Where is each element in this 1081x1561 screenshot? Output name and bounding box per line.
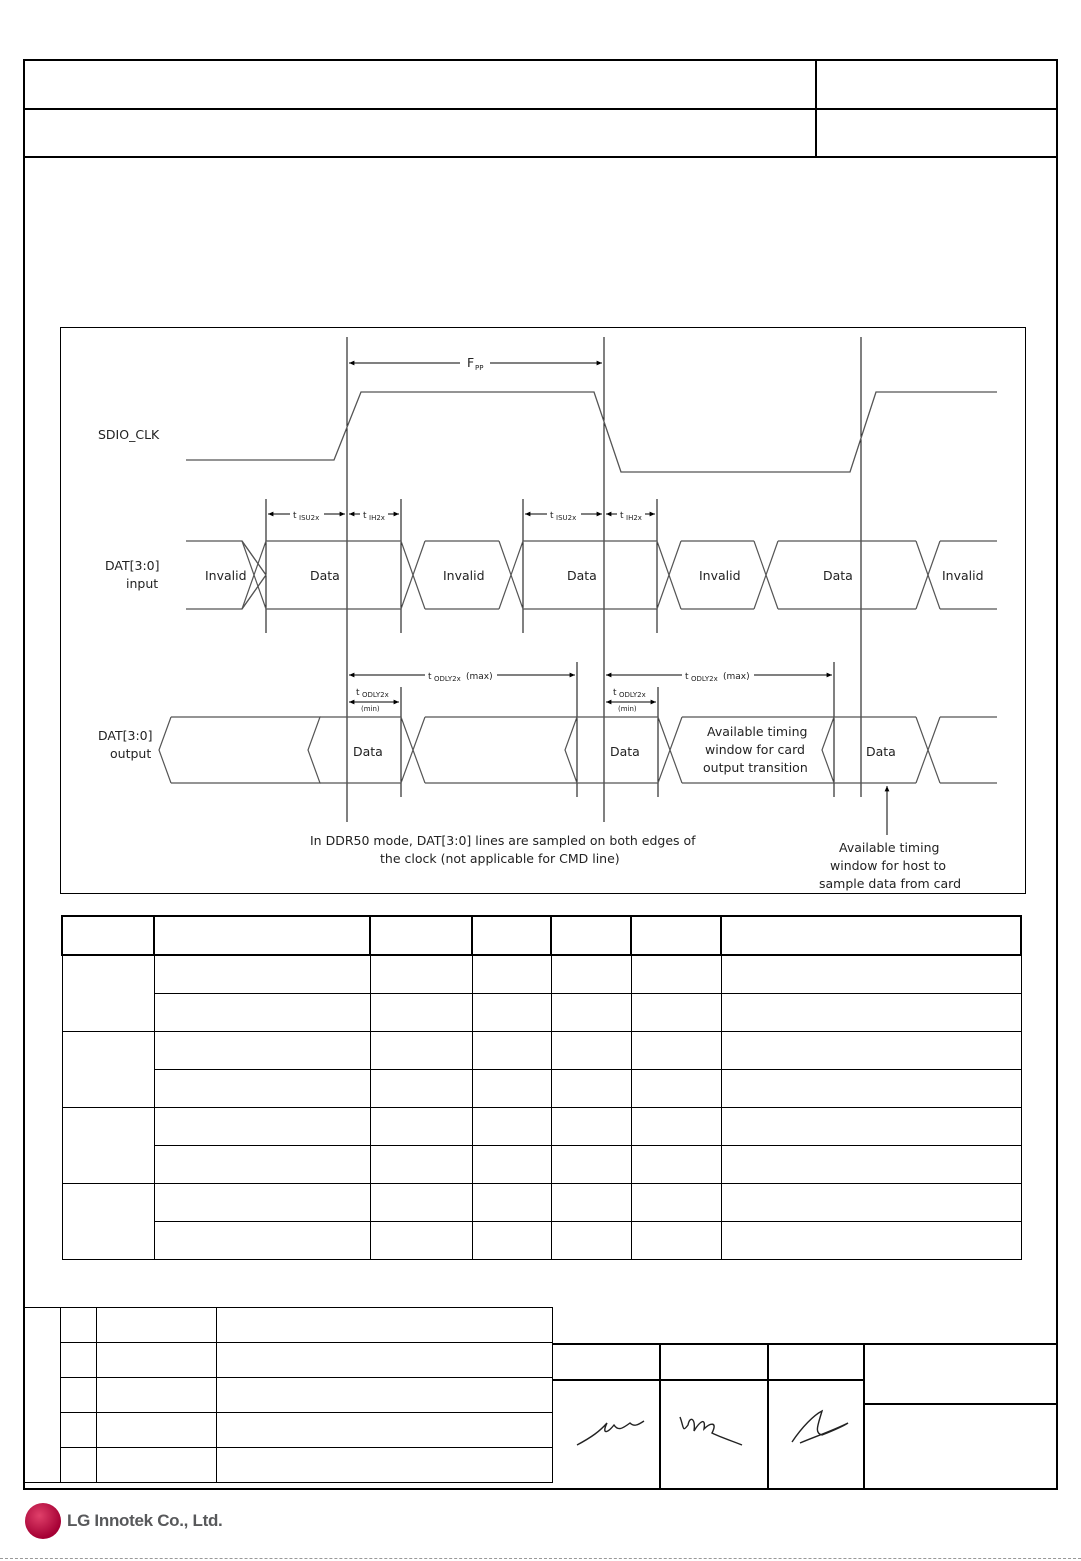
input-seg-2: Data [310, 568, 340, 583]
window-host-line1: Available timing [839, 840, 940, 855]
timing-diagram [60, 327, 1026, 894]
note-line-2: the clock (not applicable for CMD line) [380, 851, 620, 866]
table-row [62, 1032, 1021, 1070]
header-row-2 [23, 107, 1058, 158]
todly-min-label-1: t [356, 688, 360, 698]
todly-min-sub-1: ODLY2x [362, 691, 389, 699]
header-divider [815, 59, 817, 156]
page-edge-dashes [0, 1558, 1081, 1559]
tih-label-1: t [363, 511, 367, 521]
revision-table [23, 1307, 553, 1483]
todly-max-suffix-2: (max) [723, 672, 750, 682]
signature-2 [680, 1417, 742, 1445]
table-row [62, 1222, 1021, 1260]
input-seg-6: Data [823, 568, 853, 583]
input-seg-4: Data [567, 568, 597, 583]
todly-max-sub-1: ODLY2x [434, 675, 461, 683]
fpp-sub: PP [475, 364, 484, 372]
table-row [62, 916, 1021, 955]
note-line-1: In DDR50 mode, DAT[3:0] lines are sampled on both edges of [310, 833, 696, 848]
signature-1 [577, 1421, 644, 1445]
input-seg-3: Invalid [443, 568, 485, 583]
header-row-1 [23, 59, 1058, 110]
spec-table [61, 915, 1022, 1260]
tih-label-2: t [620, 511, 624, 521]
company-name: LG Innotek Co., Ltd. [67, 1511, 223, 1530]
todly-max-label-1: t [428, 672, 432, 682]
company-logo [25, 1502, 222, 1540]
window-host-line3: sample data from card [819, 876, 961, 891]
todly-min-suffix-2: (min) [618, 705, 637, 713]
input-seg-7: Invalid [942, 568, 984, 583]
window-host-line2: window for host to [830, 858, 947, 873]
dat-in-label-2: input [126, 576, 159, 591]
todly-min-sub-2: ODLY2x [619, 691, 646, 699]
clk-waveform [186, 392, 997, 472]
todly-max-suffix-1: (max) [466, 672, 493, 682]
window-card-line2: window for card [705, 742, 805, 757]
approval-block [552, 1307, 1058, 1490]
dat-out-label-2: output [110, 746, 152, 761]
table-row [62, 1184, 1021, 1222]
table-row [62, 1070, 1021, 1108]
tisu-sub-1: ISU2x [299, 514, 320, 522]
tisu-label-2: t [550, 511, 554, 521]
signature-3 [792, 1411, 848, 1443]
table-row [23, 1413, 553, 1448]
dat-out-label-1: DAT[3:0] [98, 728, 153, 743]
tih-sub-1: IH2x [369, 514, 385, 522]
output-data-3: Data [866, 744, 896, 759]
table-row [62, 955, 1021, 994]
todly-max-label-2: t [685, 672, 689, 682]
table-row [62, 1108, 1021, 1146]
output-data-1: Data [353, 744, 383, 759]
tih-sub-2: IH2x [626, 514, 642, 522]
tisu-label-1: t [293, 511, 297, 521]
table-row [62, 1146, 1021, 1184]
todly-min-label-2: t [613, 688, 617, 698]
lg-logo-icon [25, 1503, 61, 1539]
window-card-line3: output transition [703, 760, 808, 775]
clk-label: SDIO_CLK [98, 427, 160, 442]
table-row [23, 1378, 553, 1413]
input-seg-5: Invalid [699, 568, 741, 583]
todly-min-suffix-1: (min) [361, 705, 380, 713]
tisu-sub-2: ISU2x [556, 514, 577, 522]
fpp-label: F [467, 355, 475, 370]
table-row [23, 1448, 553, 1483]
table-row [23, 1343, 553, 1378]
signatures [552, 1307, 1058, 1490]
input-seg-1: Invalid [205, 568, 247, 583]
window-card-line1: Available timing [707, 724, 808, 739]
todly-max-sub-2: ODLY2x [691, 675, 718, 683]
table-row [62, 994, 1021, 1032]
output-data-2: Data [610, 744, 640, 759]
dat-in-label-1: DAT[3:0] [105, 558, 160, 573]
table-row [23, 1308, 553, 1343]
